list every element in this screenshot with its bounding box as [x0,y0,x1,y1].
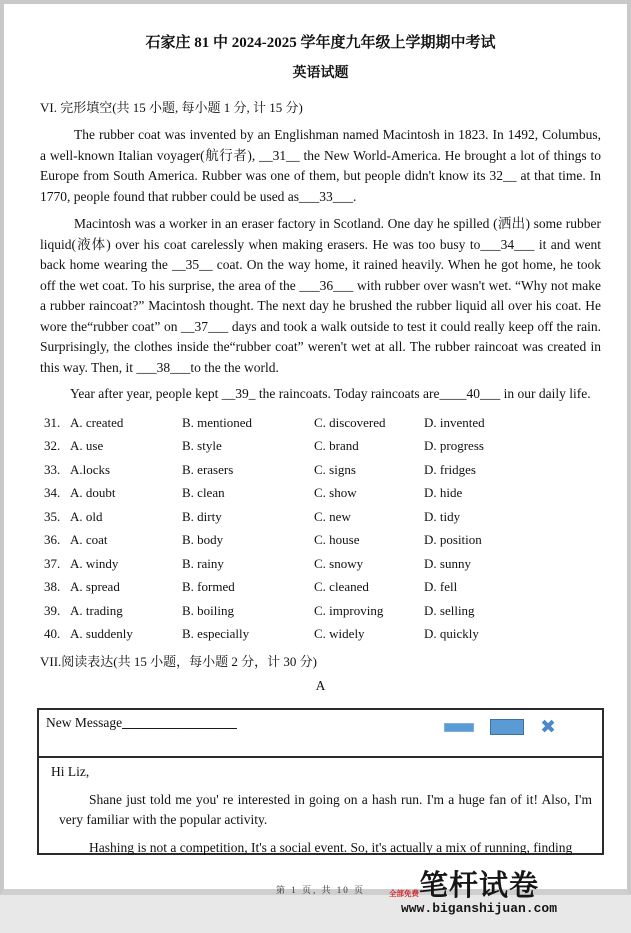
option-b: B. body [182,532,224,547]
new-message-label: New Message [46,714,123,730]
page-content [4,4,627,933]
message-greeting: Hi Liz, [51,763,90,779]
new-message-titlebar [39,710,602,758]
minimize-icon [444,723,474,732]
option-b: B. dirty [182,508,222,524]
option-c: C. brand [314,438,359,453]
window-controls [444,715,556,738]
option-a: A. created [70,414,124,430]
option-c: C. improving [314,602,384,618]
maximize-icon [490,719,524,735]
option-row-32 [44,434,601,458]
option-b: B. especially [182,626,250,641]
cloze-options-table [40,411,601,646]
option-d: D. sunny [424,555,471,571]
option-c: C. house [314,532,360,547]
option-b: B. style [182,438,222,453]
option-b: B. clean [182,485,225,500]
question-number: 36. [44,532,61,547]
option-row-36 [44,528,601,552]
page-footer [40,867,601,933]
new-message-window [37,708,604,855]
subject-blank-line: _________________ [122,714,237,730]
option-a: A. coat [70,532,108,547]
reading-section-heading: VII.阅读表达(共 15 小题，每小题 2 分，计 30 分) [40,653,317,669]
option-a: A. spread [70,579,120,594]
option-d: D. progress [424,438,484,453]
option-c: C. show [314,485,357,500]
page-number-info: 第 1 页, 共 10 页 [275,884,366,895]
option-c: C. cleaned [314,579,369,594]
question-number: 33. [44,461,61,477]
question-number: 38. [44,579,61,594]
biganshijuan-watermark [389,867,563,916]
watermark-logo-text: 笔杆试卷 [418,867,539,902]
cloze-paragraph-3: Year after year, people kept __39_ the raincoats. Today raincoats are____40___ in our daily life. [70,386,591,401]
option-row-39 [44,599,601,623]
cloze-paragraph-1: The rubber coat was invented by an Englishman named Macintosh in 1823. In 1492, Columbus, a well-known Italian voyager(航行者), __31__ the New World-America. He brought a lot of things to Europe from South America. Rubber was one of them, but people didn't know its 32__ at that time. In 1770, people found that rubber could be used as___33___. [40,127,601,204]
option-b: B. formed [182,579,235,594]
option-b: B. mentioned [182,414,253,430]
option-d: D. tidy [424,508,461,524]
option-a: A. suddenly [70,626,133,641]
option-d: D. selling [424,602,475,618]
question-number: 32. [44,438,61,453]
option-a: A.locks [70,461,111,477]
option-row-38 [44,575,601,599]
question-number: 37. [44,555,61,571]
page-subtitle: 英语试题 [292,66,349,81]
option-a: A. windy [70,555,119,571]
option-row-34 [44,481,601,505]
option-c: C. new [314,508,351,524]
option-row-33 [44,458,601,482]
option-d: D. fell [424,579,458,594]
passage-part-label: A [315,677,326,693]
question-number: 34. [44,485,61,500]
page-title: 石家庄 81 中 2024-2025 学年度九年级上学期期中考试 [145,35,496,51]
option-d: D. invented [424,414,485,430]
message-paragraph-1: Shane just told me you' re interested in going on a hash run. I'm a huge fan of it! Also, I'm very familiar with the popular activity. [59,791,592,827]
message-paragraph-2: Hashing is not a competition, It's a social event. So, it's actually a mix of running, finding [89,839,573,855]
watermark-url: www.biganshijuan.com [400,900,558,916]
option-row-40 [44,622,601,646]
option-b: B. rainy [182,555,224,571]
question-number: 35. [44,508,61,524]
cloze-paragraph-2: Macintosh was a worker in an eraser factory in Scotland. One day he spilled (洒出) some rubber liquid(液体) over his coat carelessly when making erasers. He was too busy to___34___ it and went back home wearing the __35__ coat. On the way home, it rained heavily. When he got home, he took off the wet coat. To his surprise, the area of the ___36___ with rubber over wasn't wet. “Why not make a rubber raincoat?” Macintosh thought. The next day he brushed the rubber liquid all over his coat. He wore the“rubber coat” on __37___ days and took a walk outside to test it could really keep off the rain. Surprisingly, the clothes inside the“rubber coat” weren't wet at all. The rubber raincoat was created in this way. Then, it ___38___to the the world. [40,216,601,375]
option-c: C. signs [314,461,356,477]
option-d: D. position [424,532,482,547]
question-number: 39. [44,602,61,618]
option-a: A. use [70,438,104,453]
option-d: D. fridges [424,461,476,477]
option-b: B. erasers [182,461,234,477]
option-a: A. old [70,508,103,524]
close-icon: ✖ [540,715,556,738]
option-a: A. trading [70,602,123,618]
option-row-37 [44,552,601,576]
option-c: C. widely [314,626,365,641]
option-b: B. boiling [182,602,235,618]
option-c: C. snowy [314,555,364,571]
option-c: C. discovered [314,414,386,430]
option-d: D. quickly [424,626,479,641]
question-number: 40. [44,626,61,641]
option-row-35 [44,505,601,529]
free-badge: 全部免费 [389,888,419,898]
question-number: 31. [44,414,61,430]
option-a: A. doubt [70,485,116,500]
option-row-31 [44,411,601,435]
option-d: D. hide [424,485,463,500]
cloze-section-heading: VI. 完形填空(共 15 小题, 每小题 1 分, 计 15 分) [40,100,303,115]
message-body [39,758,602,858]
